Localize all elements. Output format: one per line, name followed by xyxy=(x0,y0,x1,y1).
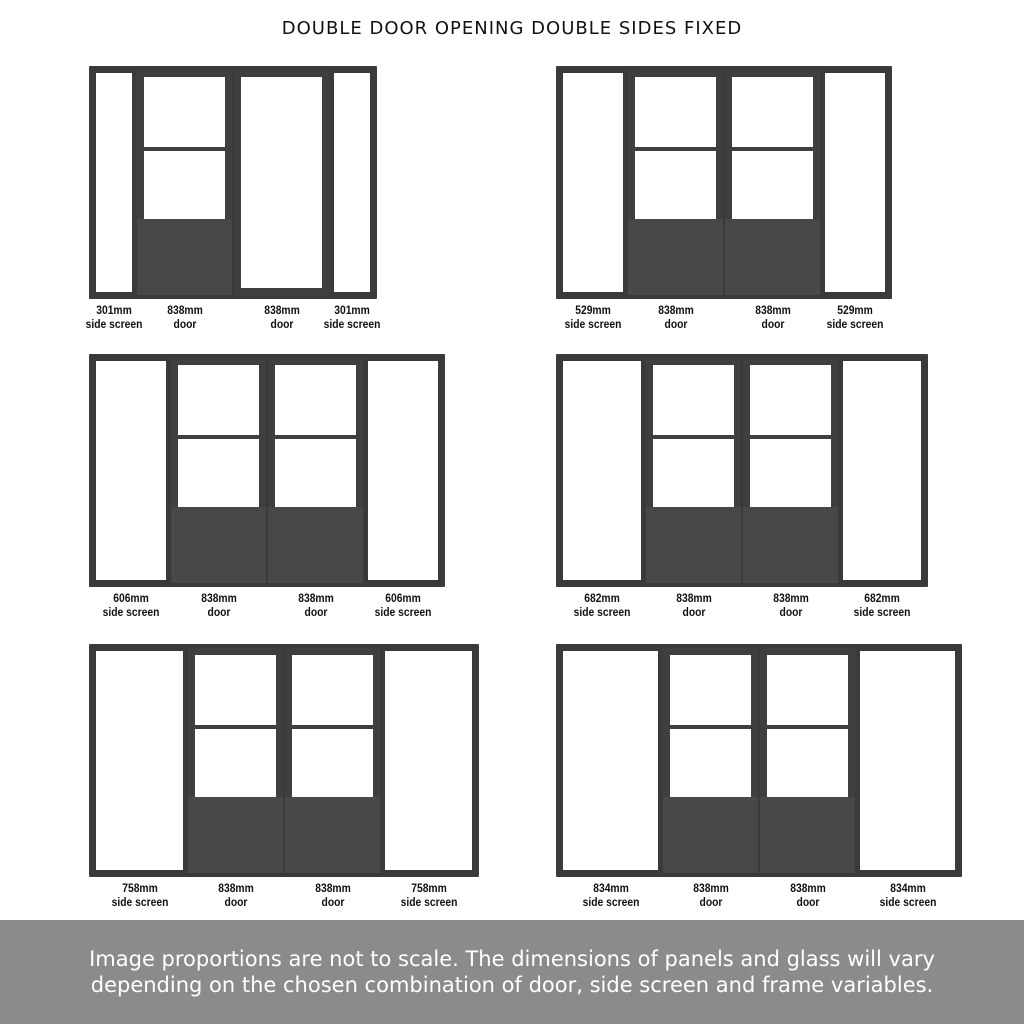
dimension-value: 838mm xyxy=(200,591,237,605)
door-glass-middle xyxy=(292,729,373,797)
door-label-right xyxy=(760,881,855,909)
door-glass-upper xyxy=(653,365,734,435)
component-name: side screen xyxy=(374,605,432,619)
dimension-value: 838mm xyxy=(692,881,729,895)
side-screen-label-right xyxy=(808,303,903,331)
component-name: side screen xyxy=(853,605,911,619)
door-configuration xyxy=(89,354,445,647)
door-glass-middle xyxy=(635,151,716,219)
outer-frame xyxy=(89,66,377,299)
side-screen-glass-left xyxy=(563,361,641,580)
door-glass-middle xyxy=(275,439,356,507)
door-glass-upper xyxy=(670,655,751,725)
door-lower-panel xyxy=(285,797,380,873)
door-glass-middle xyxy=(732,151,813,219)
door-glass-upper xyxy=(178,365,259,435)
door-glass-middle xyxy=(750,439,831,507)
door-configuration xyxy=(89,644,479,937)
outer-frame xyxy=(556,354,928,587)
door-lower-panel xyxy=(137,219,232,295)
component-name: side screen xyxy=(102,605,160,619)
component-name: door xyxy=(270,317,293,331)
dimension-value: 834mm xyxy=(889,881,926,895)
door-right xyxy=(268,358,363,583)
door-lower-panel xyxy=(743,507,838,583)
side-screen-label-left xyxy=(84,591,179,619)
door-lower-panel xyxy=(646,507,741,583)
side-screen-glass-right xyxy=(843,361,921,580)
door-lower-panel xyxy=(188,797,283,873)
side-screen-glass-right xyxy=(368,361,438,580)
component-name: door xyxy=(699,895,722,909)
side-screen-label-right xyxy=(356,591,451,619)
component-name: door xyxy=(173,317,196,331)
dimension-value: 838mm xyxy=(675,591,712,605)
door-glass-middle xyxy=(653,439,734,507)
door-lower-panel xyxy=(725,219,820,295)
door-label-left xyxy=(628,303,723,331)
component-name: door xyxy=(321,895,344,909)
side-screen-label-left xyxy=(563,881,658,909)
side-screen-glass-left xyxy=(563,73,623,292)
dimension-value: 529mm xyxy=(837,303,873,317)
door-glass-upper xyxy=(767,655,848,725)
component-name: door xyxy=(304,605,327,619)
door-glass-middle xyxy=(144,151,225,219)
component-name: side screen xyxy=(323,317,381,331)
dimension-value: 838mm xyxy=(657,303,694,317)
side-screen-label-right xyxy=(835,591,930,619)
door-lower-panel xyxy=(663,797,758,873)
component-name: side screen xyxy=(564,317,622,331)
component-name: door xyxy=(682,605,705,619)
outer-frame xyxy=(556,644,962,877)
dimension-value: 301mm xyxy=(334,303,370,317)
footer-note: Image proportions are not to scale. The dimensions of panels and glass will vary depending on the chosen combination of door, side screen and frame variables. xyxy=(89,947,935,997)
side-screen-glass-right xyxy=(385,651,472,870)
side-screen-glass-right xyxy=(825,73,885,292)
dimension-value: 529mm xyxy=(575,303,611,317)
component-name: door xyxy=(224,895,247,909)
door-configuration xyxy=(556,644,962,937)
side-screen-label-left xyxy=(92,881,187,909)
door-right xyxy=(285,648,380,873)
door-glass-middle xyxy=(178,439,259,507)
door-right xyxy=(234,70,329,295)
dimension-value: 838mm xyxy=(297,591,334,605)
side-screen-label-left xyxy=(546,303,641,331)
door-label-right xyxy=(725,303,820,331)
component-name: side screen xyxy=(826,317,884,331)
door-right xyxy=(743,358,838,583)
door-configuration xyxy=(556,354,928,647)
door-glass-upper xyxy=(275,365,356,435)
dimension-value: 606mm xyxy=(113,591,149,605)
dimension-value: 838mm xyxy=(263,303,300,317)
component-name: door xyxy=(796,895,819,909)
side-screen-glass-left xyxy=(96,73,132,292)
outer-frame xyxy=(556,66,892,299)
component-name: side screen xyxy=(111,895,168,909)
dimension-value: 834mm xyxy=(592,881,629,895)
side-screen-glass-left xyxy=(96,361,166,580)
dimension-value: 758mm xyxy=(121,881,158,895)
door-lower-panel xyxy=(171,507,266,583)
component-name: door xyxy=(664,317,687,331)
door-label-right xyxy=(285,881,380,909)
door-label-left xyxy=(171,591,266,619)
door-left xyxy=(137,70,232,295)
side-screen-label-left xyxy=(555,591,650,619)
door-glass-upper xyxy=(144,77,225,147)
door-left xyxy=(663,648,758,873)
door-configuration xyxy=(556,66,892,359)
door-label-left xyxy=(663,881,758,909)
dimension-value: 838mm xyxy=(754,303,791,317)
dimension-value: 758mm xyxy=(410,881,447,895)
door-glass-upper xyxy=(195,655,276,725)
component-name: side screen xyxy=(85,317,143,331)
side-screen-glass-left xyxy=(563,651,658,870)
door-label-left xyxy=(137,303,232,331)
side-screen-glass-right xyxy=(334,73,370,292)
dimension-value: 838mm xyxy=(217,881,254,895)
door-glass-upper xyxy=(750,365,831,435)
outer-frame xyxy=(89,644,479,877)
door-lower-panel xyxy=(268,507,363,583)
door-glass-full xyxy=(241,77,322,288)
door-glass-middle xyxy=(767,729,848,797)
door-left xyxy=(646,358,741,583)
door-glass-upper xyxy=(292,655,373,725)
dimension-value: 606mm xyxy=(385,591,421,605)
component-name: side screen xyxy=(400,895,457,909)
outer-frame xyxy=(89,354,445,587)
side-screen-label-right xyxy=(860,881,955,909)
side-screen-label-right xyxy=(381,881,476,909)
door-left xyxy=(171,358,266,583)
door-label-right xyxy=(743,591,838,619)
footer-note-banner xyxy=(0,920,1024,1024)
door-configuration xyxy=(85,66,381,359)
component-name: door xyxy=(761,317,784,331)
component-name: side screen xyxy=(573,605,631,619)
door-lower-panel xyxy=(628,219,723,295)
component-name: side screen xyxy=(879,895,936,909)
side-screen-glass-left xyxy=(96,651,183,870)
dimension-value: 301mm xyxy=(96,303,132,317)
door-label-left xyxy=(188,881,283,909)
door-lower-panel xyxy=(760,797,855,873)
page-title: DOUBLE DOOR OPENING DOUBLE SIDES FIXED xyxy=(281,18,743,39)
dimension-value: 838mm xyxy=(772,591,809,605)
component-name: side screen xyxy=(582,895,639,909)
dimension-value: 838mm xyxy=(166,303,203,317)
side-screen-glass-right xyxy=(860,651,955,870)
dimension-value: 682mm xyxy=(864,591,900,605)
side-screen-label-right xyxy=(305,303,400,331)
door-glass-upper xyxy=(732,77,813,147)
door-right xyxy=(760,648,855,873)
door-label-right xyxy=(268,591,363,619)
component-name: door xyxy=(207,605,230,619)
door-left xyxy=(628,70,723,295)
door-glass-middle xyxy=(670,729,751,797)
component-name: door xyxy=(779,605,802,619)
door-label-left xyxy=(646,591,741,619)
door-glass-middle xyxy=(195,729,276,797)
door-glass-upper xyxy=(635,77,716,147)
door-left xyxy=(188,648,283,873)
door-right xyxy=(725,70,820,295)
dimension-value: 838mm xyxy=(314,881,351,895)
dimension-value: 838mm xyxy=(789,881,826,895)
dimension-value: 682mm xyxy=(584,591,620,605)
